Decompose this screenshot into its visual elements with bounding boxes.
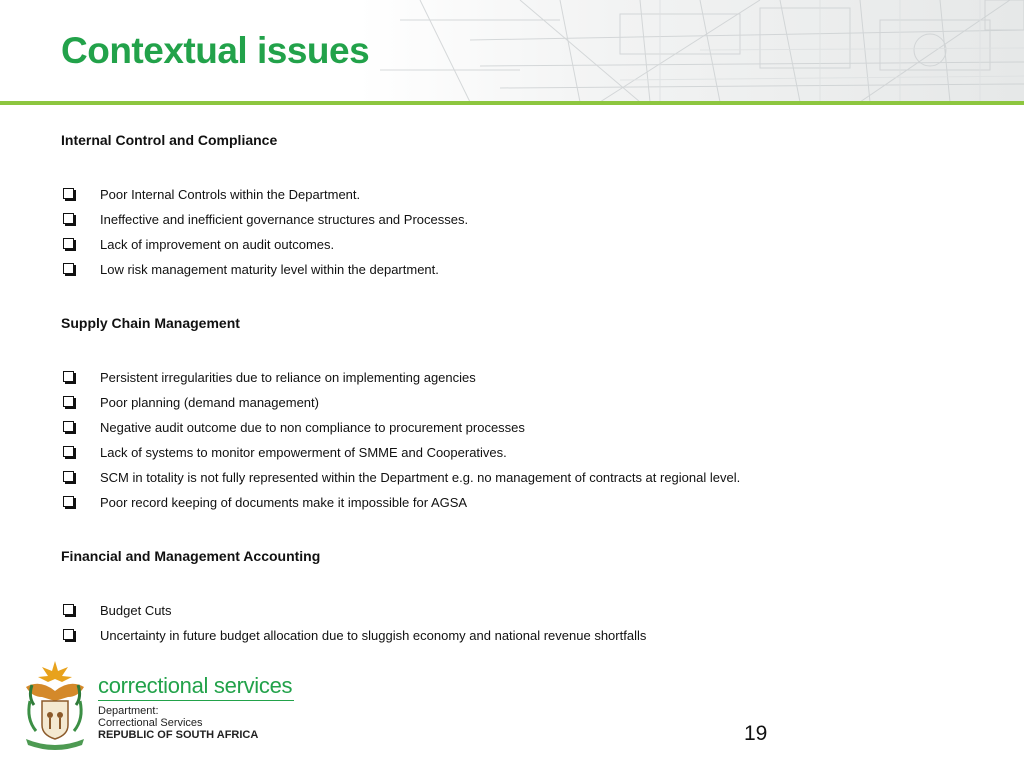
list-item-text: Lack of systems to monitor empowerment of SMME and Cooperatives. <box>100 445 507 460</box>
list-item-text: Poor Internal Controls within the Department. <box>100 187 361 202</box>
list-item <box>61 390 961 415</box>
checkbox-bullet-icon <box>63 213 74 224</box>
header-divider <box>0 101 1024 105</box>
list-item <box>61 232 961 257</box>
section-heading: Financial and Management Accounting <box>61 548 321 564</box>
list-item <box>61 207 961 232</box>
page-number: 19 <box>744 722 768 745</box>
list-item-text: Uncertainty in future budget allocation due to sluggish economy and national revenue shortfalls <box>100 628 647 643</box>
list-item-text: SCM in totality is not fully represented within the Department e.g. no management of contracts at regional level. <box>100 470 741 485</box>
list-item-text: Poor planning (demand management) <box>100 395 319 410</box>
list-item <box>61 490 961 515</box>
list-item <box>61 182 961 207</box>
list-item-text: Persistent irregularities due to reliance on implementing agencies <box>100 370 476 385</box>
checkbox-bullet-icon <box>63 604 74 615</box>
dept-name: Correctional Services <box>98 717 203 729</box>
list-item-text: Ineffective and inefficient governance structures and Processes. <box>100 212 469 227</box>
list-item-text: Poor record keeping of documents make it impossible for AGSA <box>100 495 468 510</box>
list-item-text: Lack of improvement on audit outcomes. <box>100 237 335 252</box>
slide-body <box>61 128 961 648</box>
list-item-text: Budget Cuts <box>100 603 172 618</box>
checkbox-bullet-icon <box>63 421 74 432</box>
list-item-text: Low risk management maturity level within the department. <box>100 262 439 277</box>
checkbox-bullet-icon <box>63 471 74 482</box>
section-heading: Supply Chain Management <box>61 315 240 331</box>
section-heading: Internal Control and Compliance <box>61 132 278 148</box>
list-item <box>61 465 961 490</box>
section-internal-control <box>61 128 961 282</box>
slide-header <box>0 0 1024 102</box>
checkbox-bullet-icon <box>63 263 74 274</box>
section-supply-chain <box>61 311 961 515</box>
list-item <box>61 623 961 648</box>
list-item <box>61 440 961 465</box>
checkbox-bullet-icon <box>63 446 74 457</box>
checkbox-bullet-icon <box>63 371 74 382</box>
department-logo <box>20 657 310 751</box>
org-name-underline <box>98 700 294 701</box>
list-item <box>61 598 961 623</box>
list-item <box>61 415 961 440</box>
list-item-text: Negative audit outcome due to non compliance to procurement processes <box>100 420 525 435</box>
coat-of-arms-icon <box>20 657 90 751</box>
country-name: REPUBLIC OF SOUTH AFRICA <box>98 729 259 741</box>
checkbox-bullet-icon <box>63 496 74 507</box>
checkbox-bullet-icon <box>63 629 74 640</box>
org-name: correctional services <box>98 673 293 698</box>
checkbox-bullet-icon <box>63 396 74 407</box>
slide-title: Contextual issues <box>61 30 370 71</box>
list-item <box>61 365 961 390</box>
bullet-list <box>61 182 961 282</box>
bullet-list <box>61 365 961 515</box>
list-item <box>61 257 961 282</box>
dept-label: Department: <box>98 705 159 717</box>
checkbox-bullet-icon <box>63 238 74 249</box>
section-financial-accounting <box>61 544 961 648</box>
bullet-list <box>61 598 961 648</box>
checkbox-bullet-icon <box>63 188 74 199</box>
